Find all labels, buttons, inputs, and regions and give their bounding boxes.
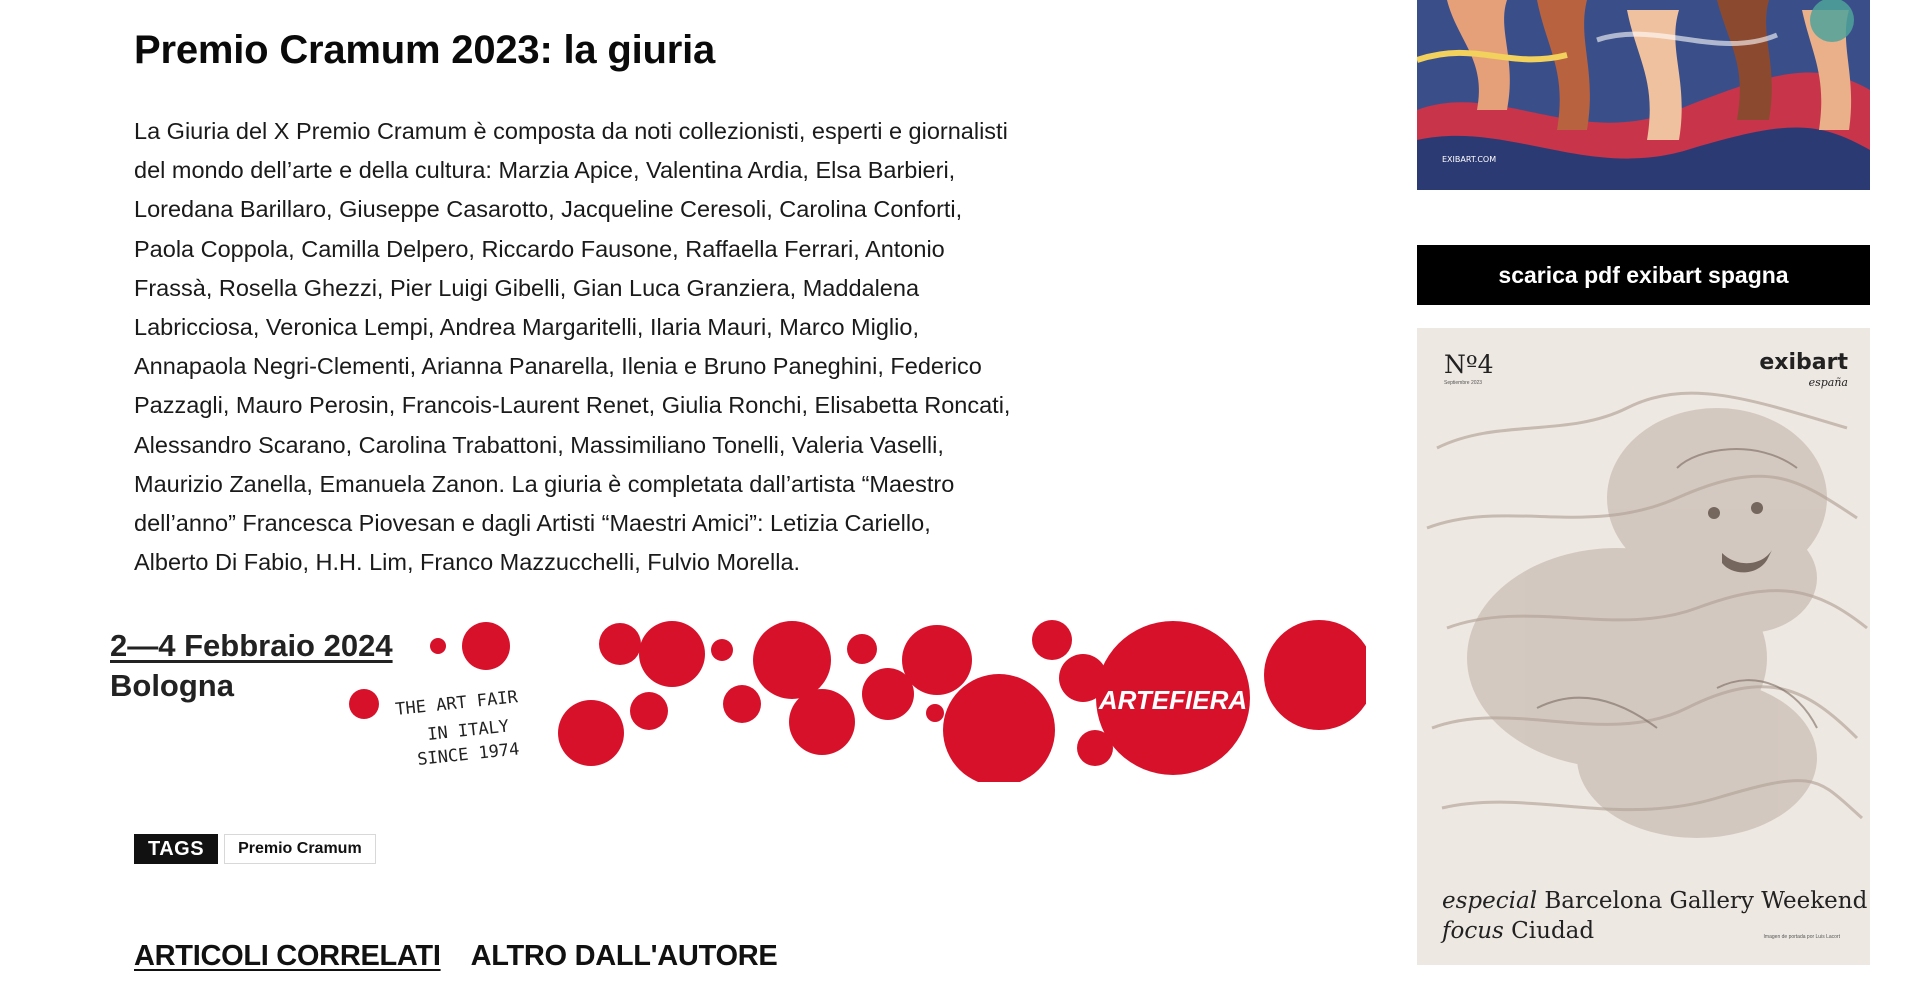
banner-dot: [639, 621, 705, 687]
article-title: Premio Cramum 2023: la giuria: [134, 28, 716, 72]
tagline-line: IN ITALY: [426, 716, 510, 745]
banner-dot: [349, 689, 379, 719]
body-line: Paola Coppola, Camilla Delpero, Riccardo Fausone, Raffaella Ferrari, Antonio: [134, 235, 945, 262]
banner-dot: [1032, 620, 1072, 660]
tagline-line: SINCE 1974: [416, 739, 521, 770]
artefiera-logo: ARTEFIERA: [1098, 685, 1248, 715]
article-body: [134, 112, 1054, 582]
tags-bar: [134, 834, 376, 864]
banner-city: Bologna: [110, 668, 234, 703]
banner-dates: 2—4 Febbraio 2024: [110, 628, 393, 663]
magazine-brand-sub: españa: [1808, 376, 1848, 389]
banner-dot: [926, 704, 944, 722]
headline-1-text: Barcelona Gallery Weekend: [1544, 888, 1868, 914]
banner-dot: [711, 639, 733, 661]
magazine-brand: exibart: [1759, 350, 1848, 375]
banner-dot: [847, 634, 877, 664]
tag-premio-cramum[interactable]: Premio Cramum: [224, 834, 376, 864]
banner-dots: [106, 612, 1366, 782]
magazine-cover[interactable]: [1417, 328, 1870, 965]
banner-dot: [630, 692, 668, 730]
banner-dot: [1264, 620, 1366, 730]
body-line: Loredana Barillaro, Giuseppe Casarotto, Jacqueline Ceresoli, Carolina Conforti,: [134, 196, 963, 223]
download-pdf-button[interactable]: scarica pdf exibart spagna: [1417, 245, 1870, 305]
banner-dot: [558, 700, 624, 766]
banner-dot: [723, 685, 761, 723]
related-tabs: [134, 940, 777, 973]
body-line: Maurizio Zanella, Emanuela Zanon. La giuria è completata dall’artista “Maestro: [134, 470, 955, 497]
artwork-image: [1417, 0, 1870, 190]
body-line: dell’anno” Francesca Piovesan e dagli Artisti “Maestri Amici”: Letizia Cariello,: [134, 510, 931, 537]
body-line: Labricciosa, Veronica Lempi, Andrea Margaritelli, Ilaria Mauri, Marco Miglio,: [134, 314, 919, 341]
body-line: Frassà, Rosella Ghezzi, Pier Luigi Gibelli, Gian Luca Granziera, Maddalena: [134, 274, 920, 301]
artwork-caption: EXIBART.COM: [1442, 155, 1497, 164]
body-line: Annapaola Negri-Clementi, Arianna Panarella, Ilenia e Bruno Paneghini, Federico: [134, 353, 982, 380]
banner-dot: [753, 621, 831, 699]
cover-illustration: [1417, 328, 1870, 965]
banner-dot: [430, 638, 446, 654]
body-line: Alessandro Scarano, Carolina Trabattoni, Massimiliano Tonelli, Valeria Vaselli,: [134, 431, 944, 458]
banner-dot: [943, 674, 1055, 782]
banner-dot: [462, 622, 510, 670]
tagline-line: THE ART FAIR: [394, 687, 519, 720]
headline-2-text: Ciudad: [1511, 918, 1595, 944]
magazine-headline-1: [1442, 888, 1867, 914]
banner-tagline: [394, 687, 520, 770]
headline-1-italic: especial: [1442, 888, 1538, 914]
tab-articoli-correlati[interactable]: ARTICOLI CORRELATI: [134, 940, 441, 972]
artefiera-banner[interactable]: [106, 612, 1366, 782]
magazine-credit: Imagen de portada por Luis Lacort: [1763, 934, 1840, 940]
magazine-issue-date: Septiembre 2023: [1444, 380, 1483, 386]
tab-altro-dall-autore[interactable]: ALTRO DALL'AUTORE: [470, 940, 778, 972]
banner-dot: [902, 625, 972, 695]
headline-2-italic: focus: [1442, 918, 1504, 944]
magazine-headline-2: [1442, 918, 1594, 944]
body-line: Alberto Di Fabio, H.H. Lim, Franco Mazzucchelli, Fulvio Morella.: [134, 549, 801, 576]
body-line: del mondo dell’arte e della cultura: Marzia Apice, Valentina Ardia, Elsa Barbieri,: [134, 157, 956, 184]
sidebar-cover-artwork[interactable]: [1417, 0, 1870, 190]
tags-label: TAGS: [134, 834, 218, 864]
body-line: Pazzagli, Mauro Perosin, Francois-Laurent Renet, Giulia Ronchi, Elisabetta Roncati,: [134, 392, 1011, 419]
banner-dot: [789, 689, 855, 755]
magazine-issue: Nº4: [1444, 350, 1494, 379]
banner-dot: [599, 623, 641, 665]
body-line: La Giuria del X Premio Cramum è composta da noti collezionisti, esperti e giornalisti: [134, 118, 1008, 144]
